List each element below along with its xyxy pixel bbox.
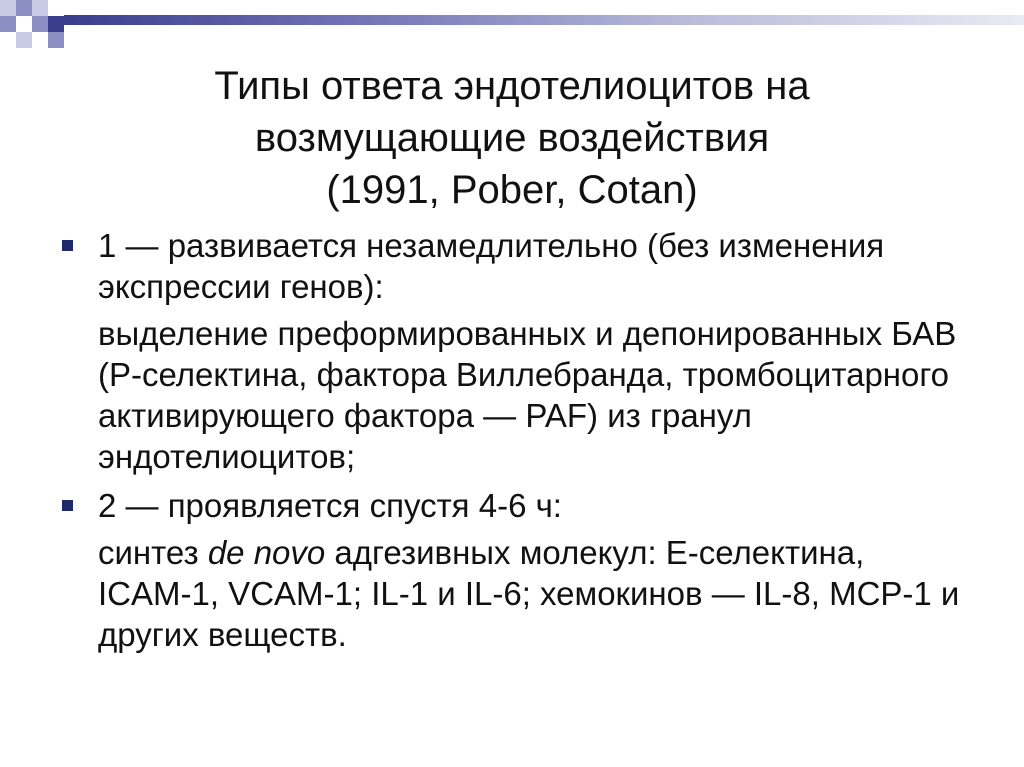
square-bullet-icon [62, 500, 73, 511]
slide-title [60, 60, 964, 216]
deco-square [48, 0, 64, 16]
deco-square [16, 16, 32, 32]
bullet-heading-1: 1 — развивается незамедлительно (без изменения экспрессии генов): [98, 227, 885, 305]
bullet-item-1 [60, 225, 960, 477]
bullet-heading-2: 2 — проявляется спустя 4-6 ч: [98, 487, 562, 524]
square-bullet-icon [62, 240, 73, 251]
deco-square [32, 16, 48, 32]
deco-square [16, 0, 32, 16]
deco-square [0, 16, 16, 32]
deco-square [32, 32, 48, 48]
title-line-3: (1991, Pober, Cotan) [326, 168, 698, 212]
detail-2-italic: de novo [207, 534, 326, 571]
bullet-detail-1: выделение преформированных и депонированных БАВ (Р-селектина, фактора Виллебранда, тромбоцитарного активирующего фактора — PAF) из гранул эндотелиоцитов; [98, 315, 957, 475]
header-gradient-bar [64, 15, 1024, 25]
deco-square [32, 0, 48, 16]
deco-square [48, 32, 64, 48]
detail-2-pre: синтез [98, 534, 208, 571]
deco-square [16, 32, 32, 48]
deco-square [0, 0, 16, 16]
deco-square [48, 16, 64, 32]
title-line-2: возмущающие воздействия [254, 116, 770, 160]
deco-square [0, 32, 16, 48]
slide-body [60, 225, 960, 655]
bullet-item-2 [60, 485, 960, 655]
detail-2-post: адгезивных молекул: Е-селектина, ICAM-1, VCAM-1; IL-1 и IL-6; хемокинов — IL-8, МСР-1 и других веществ. [98, 534, 960, 653]
bullet-detail-2 [98, 532, 960, 655]
title-line-1: Типы ответа эндотелиоцитов на [214, 64, 810, 108]
